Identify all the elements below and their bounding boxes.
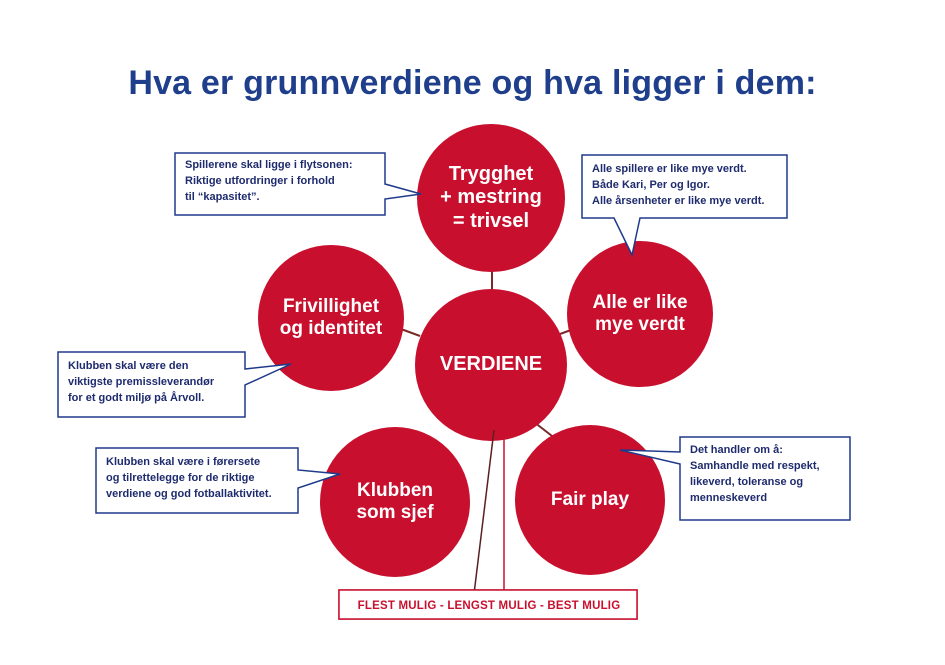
value-text-alle-like: Alle er like mye verdt [592,291,688,335]
value-label-fair-play [515,425,665,575]
motto-text: FLEST MULIG - LENGST MULIG - BEST MULIG [357,599,621,612]
value-label-klubben [320,427,470,577]
value-label-trygghet [417,124,565,272]
callout-alle-like: Alle spillere er like mye verdt. Både Kari, Per og Igor. Alle årsenheter er like mye verdt. [592,163,765,207]
value-label-frivillighet [258,245,404,391]
value-text-trygghet: Trygghet + mestring = trivsel [440,162,542,232]
page-title: Hva er grunnverdiene og hva ligger i dem: [128,64,817,102]
callout-frivillighet: Klubben skal være den viktigste premissleverandør for et godt miljø på Årvoll. [68,360,215,404]
callout-trygghet: Spillerene skal ligge i flytsonen: Riktige utfordringer i forhold til “kapasitet”. [185,159,353,203]
center-label [415,289,567,441]
callout-klubben: Klubben skal være i førersete og tilrettelegge for de riktige verdiene og god fotballaktivitet. [106,456,272,500]
motto-connector-dark [474,430,494,594]
callout-fair-play: Det handler om å: Samhandle med respekt, likeverd, toleranse og menneskeverd [690,444,820,504]
value-text-klubben: Klubben som sjef [356,479,434,523]
value-text-frivillighet: Frivillighet og identitet [279,295,383,339]
value-label-alle-like [567,241,713,387]
value-text-fair-play: Fair play [550,488,630,510]
center-text: VERDIENE [439,353,543,376]
